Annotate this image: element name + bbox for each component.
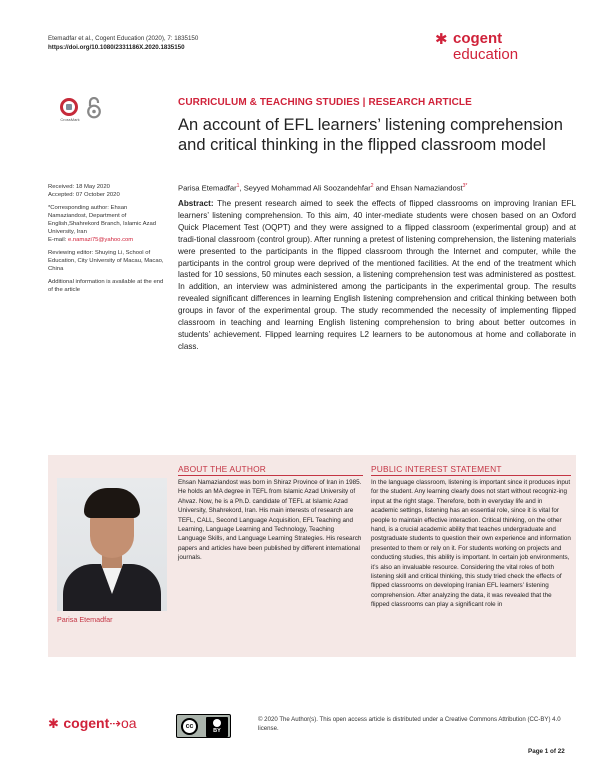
email-label: E-mail: bbox=[48, 237, 68, 243]
cogent-snowflake-icon: ✱ bbox=[48, 716, 59, 731]
by-label: BY bbox=[213, 728, 221, 734]
affiliation-marker: 3* bbox=[462, 183, 468, 189]
article-info-sidebar bbox=[48, 183, 166, 299]
about-heading-rule bbox=[178, 475, 363, 476]
crossmark-label: CrossMark bbox=[60, 117, 80, 122]
public-interest-heading: PUBLIC INTEREST STATEMENT bbox=[371, 464, 502, 474]
received-date: Received: 18 May 2020 bbox=[48, 184, 110, 190]
reviewing-editor: Reviewing editor: Shuying Li, School of Education, City University of Macau, Macao, China bbox=[48, 250, 164, 272]
photo-caption: Parisa Etemadfar bbox=[57, 615, 113, 624]
email-link[interactable]: e.namazi75@yahoo.com bbox=[67, 237, 134, 243]
author-name[interactable]: Seyyed Mohammad Ali Soozandehfar bbox=[243, 183, 371, 193]
cogent-snowflake-icon: ✱ bbox=[435, 31, 448, 48]
about-author-heading: ABOUT THE AUTHOR bbox=[178, 464, 267, 474]
accepted-date: Accepted: 07 October 2020 bbox=[48, 192, 120, 198]
affiliation-marker: 2 bbox=[370, 183, 374, 189]
public-interest-text: In the language classroom, listening is important since it produces input for the student. Any learning clearly does not start without recogniz-ing input at the right stage. Therefore, both in everyday life and in academic settings, listening has an essential role, since it is vital for people to maintain effective interaction. Critical thinking, on the other hand, is a crucial academic ability that teaches undergraduate and postgraduate students to question their own experience and information presented to them or rely on it. For students working on projects and conducting studies, this ability is important. In certain job environments, it’s also an invaluable resource. Considering the vital roles of both listening skill and critical thinking, this study tried check the effects of flipped classrooms on developing Iranian EFL learners’ listening comprehension. After analyzing the data, it was revealed that the flipped classrooms can play a significant role in bbox=[371, 479, 571, 609]
abstract-label: Abstract: bbox=[178, 199, 214, 208]
logo-word-cogent: cogent bbox=[453, 30, 503, 47]
public-interest-rule bbox=[371, 475, 571, 476]
footer-logo-suffix: oa bbox=[120, 715, 137, 731]
about-author-text: Ehsan Namaziandost was born in Shiraz Province of Iran in 1985. He holds an MA degree in TEFL from Islamic Azad University of Ahvaz. Now, he is a Ph.D. candidate of TEFL at Islamic Azad University, Shahrekord, Iran. His main interests of research are TEFL, CALL, Second Language Acquisition, EFL Teaching and Learning, Language Learning and Technology, Teaching Language Skills, and Language Learning Strategies. His research papers and articles have been published by different international journals. bbox=[178, 479, 362, 562]
author-name[interactable]: Parisa Etemadfar bbox=[178, 183, 237, 193]
cc-by-license-badge[interactable] bbox=[176, 714, 231, 738]
additional-info: Additional information is available at the end of the article bbox=[48, 279, 164, 293]
author-separator: and bbox=[373, 183, 391, 193]
abstract-text: The present research aimed to seek the effects of flipped classrooms on improving Iranian EFL learners’ listening comprehension. To this aim, 40 inter-mediate students were chosen based on an Oxford Quick Placement Test (OQPT) and they were assigned to a flipped classroom (experimental group) and at tradi-tional classroom (control group). After running a pretest of listening comprehension, the listening materials were presented to the participants in the flipped classroom through the Internet and computer, while the participants in the control group were deprived of the mentioned facilities. At the end of the treatment which lasted for 10 sessions, 50 minutes each session, a listening comprehension test was administered as posttest. In addition, an interview was administered among the participants in the experimental group. The results revealed significant differences in learning English listening comprehension and critical thinking between both groups in favor of the experimental group. The study recommended the necessity of implementing flipped classroom in teaching and learning English listening comprehension to bring about better outcomes in students’ achievement. Flipped learning requires L2 learners to be autonomous at home and collaborate in class. bbox=[178, 199, 577, 351]
footer-logo-word: cogent bbox=[63, 715, 110, 731]
open-access-lock-icon bbox=[87, 97, 101, 124]
author-separator: , bbox=[239, 183, 244, 193]
license-text: © 2020 The Author(s). This open access article is distributed under a Creative Commons Attribution (CC-BY) 4.0 license. bbox=[258, 716, 561, 732]
article-category: CURRICULUM & TEACHING STUDIES | RESEARCH ARTICLE bbox=[178, 97, 472, 108]
running-header bbox=[48, 34, 198, 52]
author-photo bbox=[57, 478, 167, 611]
author-name[interactable]: Ehsan Namaziandost bbox=[390, 183, 463, 193]
crossmark-icon bbox=[60, 98, 78, 116]
page-number: Page 1 of 22 bbox=[528, 748, 565, 755]
cogent-education-logo[interactable] bbox=[435, 30, 575, 70]
logo-arrow-icon: ⇢ bbox=[109, 715, 121, 731]
creative-commons-icon: cc bbox=[181, 718, 198, 735]
logo-word-education: education bbox=[453, 46, 519, 63]
abstract bbox=[178, 198, 576, 353]
attribution-icon bbox=[206, 717, 228, 737]
cogent-oa-logo[interactable] bbox=[48, 715, 137, 733]
affiliation-marker: 1 bbox=[236, 183, 240, 189]
crossmark-badge[interactable] bbox=[60, 98, 80, 124]
author-list bbox=[178, 183, 467, 193]
corresponding-author: *Corresponding author: Ehsan Namaziandost, Department of English,Shahrekord Branch, Islamic Azad University, Iran bbox=[48, 205, 157, 235]
citation: Etemadfar et al., Cogent Education (2020), 7: 1835150 bbox=[48, 35, 199, 42]
article-title: An account of EFL learners’ listening comprehension and critical thinking in the flipped classroom model bbox=[178, 116, 563, 154]
doi-link[interactable]: https://doi.org/10.1080/2331186X.2020.1835150 bbox=[48, 44, 185, 51]
